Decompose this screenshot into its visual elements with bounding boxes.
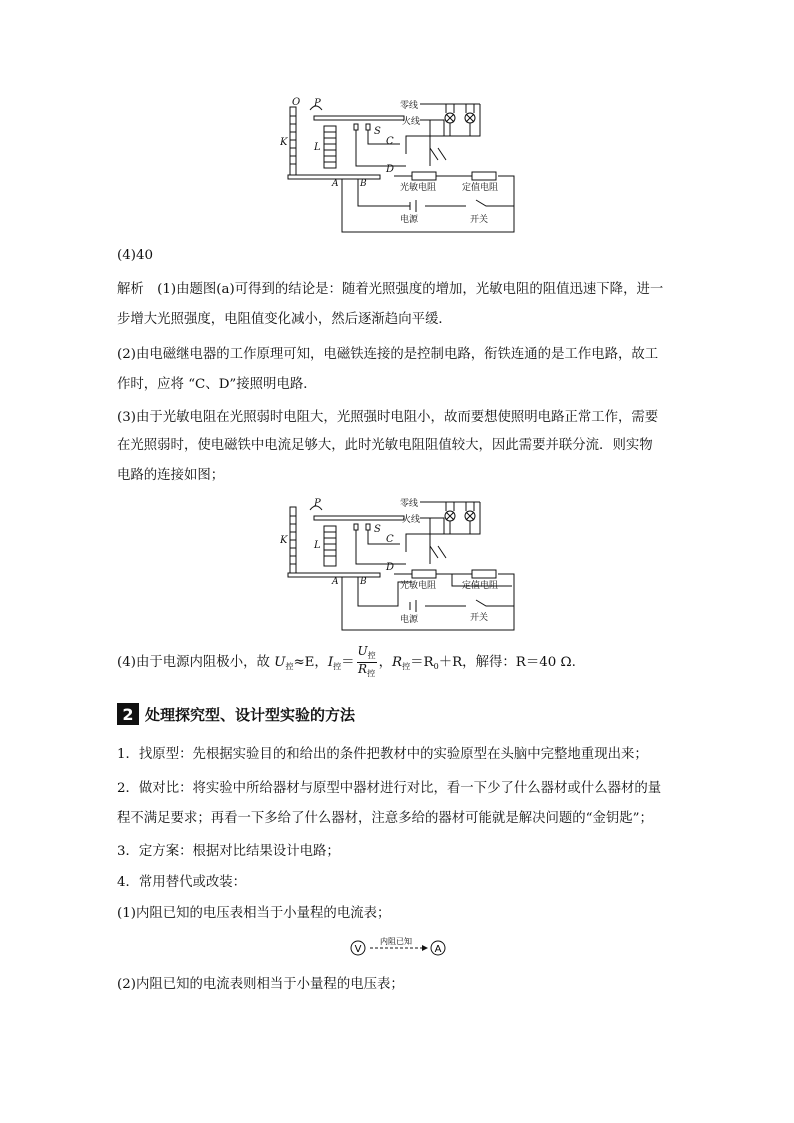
frac-sub-2: 控	[367, 669, 376, 678]
label-O: O	[292, 97, 301, 108]
sub-kong-2: 控	[333, 662, 342, 671]
analysis-p3-line3: 电路的连接如图；	[117, 468, 225, 483]
voltmeter-label: V	[354, 944, 362, 955]
analysis-p2-line2: 作时，应将 “C、D”接照明电路．	[117, 377, 317, 392]
label-K: K	[280, 137, 288, 148]
sub-kong-3: 控	[402, 662, 411, 671]
label-C: C	[386, 136, 394, 147]
label-C-2: C	[386, 534, 394, 545]
label-A: A	[332, 179, 339, 189]
analysis-p1-line2: 步增大光照强度，电阻值变化减小，然后逐渐趋向平缓．	[117, 312, 452, 327]
label-neutral: 零线	[400, 101, 419, 111]
analysis-p1-line1: 解析 (1)由题图(a)可得到的结论是：随着光照强度的增加，光敏电阻的阻值迅速下降，进一	[117, 282, 664, 297]
symbol-U: U	[274, 655, 286, 670]
circuit-figure-2	[280, 496, 520, 638]
answer-4: (4)40	[117, 248, 154, 263]
sub-zero: 0	[433, 662, 439, 671]
label-neutral-2: 零线	[400, 499, 419, 509]
frac-sub-1: 控	[367, 651, 376, 660]
label-S: S	[374, 126, 381, 137]
analysis-p3-line1: (3)由于光敏电阻在光照弱时电阻大，光照强时电阻小，故而要想使照明电路正常工作，需要	[117, 410, 659, 425]
conversion-label: 内阻已知	[380, 937, 412, 946]
label-switch-2: 开关	[470, 613, 489, 623]
R-expr: ＝R	[410, 655, 434, 670]
label-photoresistor: 光敏电阻	[400, 183, 437, 193]
ammeter-label: A	[434, 944, 442, 955]
label-power: 电源	[400, 215, 419, 225]
sub-kong-1: 控	[285, 662, 294, 671]
label-P: P	[314, 98, 321, 109]
label-A-2: A	[332, 577, 339, 587]
item-2-line1: 2．做对比：将实验中所给器材与原型中器材进行对比，看一下少了什么器材或什么器材的量	[117, 781, 662, 796]
section-title: 处理探究型、设计型实验的方法	[145, 705, 356, 724]
section-header	[117, 703, 355, 725]
analysis-p2-line1: (2)由电磁继电器的工作原理可知，电磁铁连接的是控制电路，衔铁连通的是工作电路，故工	[117, 347, 659, 362]
symbol-I: I	[327, 655, 334, 670]
label-K-2: K	[280, 535, 288, 546]
comma: ，	[378, 655, 393, 670]
item-4: 4．常用替代或改装：	[117, 875, 247, 890]
plus-R-result: ＋R，解得：R＝40 Ω.	[438, 655, 576, 670]
label-L: L	[314, 142, 321, 153]
p4-prefix: (4)由于电源内阻极小，故	[117, 655, 275, 670]
label-S-2: S	[374, 524, 381, 535]
symbol-R: R	[392, 655, 403, 670]
item-4-1: (1)内阻已知的电压表相当于小量程的电流表；	[117, 906, 391, 921]
fraction	[357, 645, 377, 680]
label-D: D	[386, 164, 395, 175]
label-D-2: D	[386, 562, 395, 573]
label-B: B	[360, 179, 367, 189]
label-live-2: 火线	[402, 515, 421, 525]
label-fixed-resistor: 定值电阻	[462, 183, 499, 193]
approx-E: ≈E，	[293, 655, 328, 670]
label-L-2: L	[314, 540, 321, 551]
frac-R: R	[358, 662, 368, 676]
label-power-2: 电源	[400, 615, 419, 625]
label-live: 火线	[402, 117, 421, 127]
frac-U: U	[357, 644, 368, 658]
label-photoresistor-2: 光敏电阻	[400, 581, 437, 591]
item-4-2: (2)内阻已知的电流表则相当于小量程的电压表；	[117, 977, 404, 992]
label-switch: 开关	[470, 215, 489, 225]
item-1: 1．找原型：先根据实验目的和给出的条件把教材中的实验原型在头脑中完整地重现出来；	[117, 747, 648, 762]
label-P-2: P	[314, 498, 321, 509]
voltmeter-to-ammeter-diagram	[350, 936, 450, 958]
analysis-p3-line2: 在光照弱时，使电磁铁中电流足够大，此时光敏电阻阻值较大，因此需要并联分流．则实物	[117, 438, 653, 453]
arrow-head-icon	[422, 945, 428, 951]
label-B-2: B	[360, 577, 367, 587]
equals: ＝	[341, 655, 355, 670]
section-number-badge: 2	[117, 703, 139, 725]
circuit-figure-1	[280, 96, 520, 238]
label-fixed-resistor-2: 定值电阻	[462, 581, 499, 591]
item-3: 3．定方案：根据对比结果设计电路；	[117, 844, 340, 859]
item-2-line2: 程不满足要求；再看一下多给了什么器材，注意多给的器材可能就是解决问题的“金钥匙”；	[117, 811, 653, 826]
analysis-p4	[117, 645, 576, 680]
